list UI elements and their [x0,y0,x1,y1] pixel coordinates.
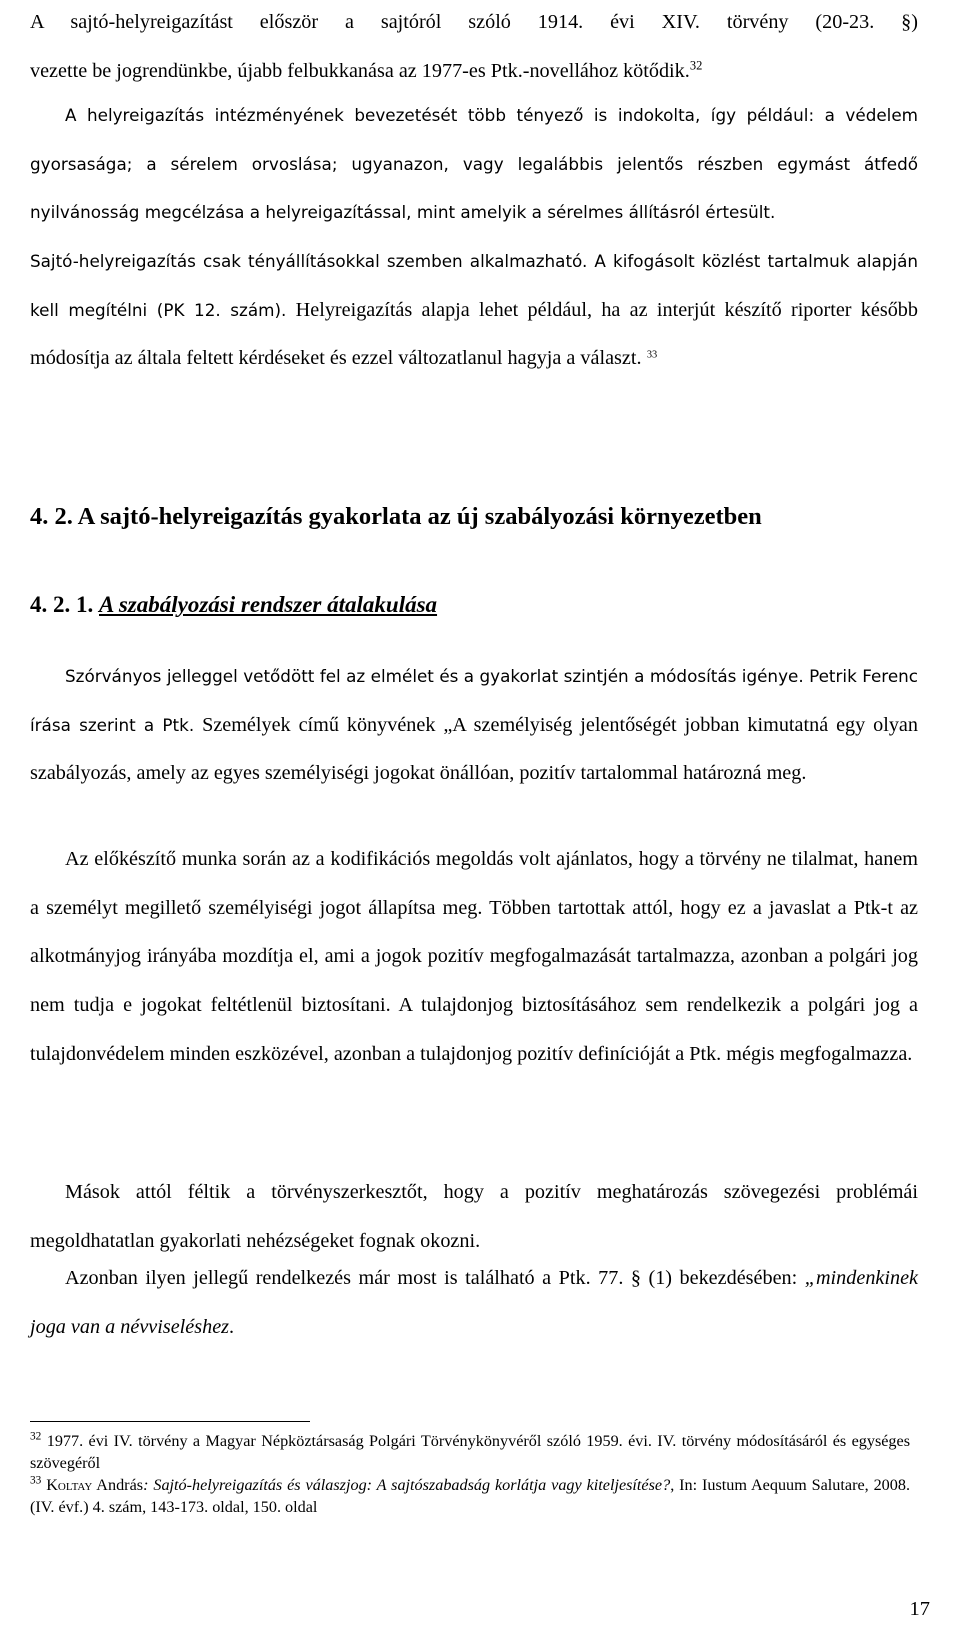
paragraph-reasons: A helyreigazítás intézményének bevezetését több tényező is indokolta, így például: a védelem gyorsasága; a sérelem orvoslása; ugyanazon, vagy legalábbis jelentős részben egymást átfedő nyilvánosság megcélzása a helyreigazítással, mint amelyik a sérelmes állításról értesült. [30,105,918,222]
paragraph-preparatory: Az előkészítő munka során az a kodifikációs megoldás volt ajánlatos, hogy a törvény ne tilalmat, hanem a személyt megillető személyiségi jogot állapítsa meg. Többen tartottak attól, hogy ez a javaslat a Ptk-t az alkotmányjog irányába mozdítja el, ami a jogok pozitív megfogalmazását tartalmazza, azonban a polgári jog nem tudja e jogokat feltétlenül biztosítani. A tulajdonjog biztosításához sem rendelkezik a polgári jog a tulajdonvédelem minden eszközével, azonban a tulajdonjog pozitív definícióját a Ptk. mégis megfogalmazza. [30,848,918,1065]
footnote-separator [30,1421,310,1422]
intro-paragraph [30,0,918,95]
paragraph-facts: Sajtó-helyreigazítás csak tényállításokkal szemben alkalmazható. A kifogásolt közlést tartalmuk alapján kell megítélni (PK 12. szám). Helyreigazítás alapja lehet például, ha az interjút készítő riporter később módosítja az általa feltett kérdéseket és ezzel változatlanul hagyja a választ. $^{33}$ [30,251,918,369]
footnote-33: $^{33}$ Koltay András: Sajtó-helyreigazítás és válaszjog: A sajtószabadság korlátja vagy kiteljesítése?, In: Iustum Aequum Salutare, 2008. (IV. évf.) 4. szám, 143-173. oldal, 150. oldal [30,1474,911,1516]
paragraph-sporadic: Szórványos jelleggel vetődött fel az elmélet és a gyakorlat szintjén a módosítás igénye. Petrik Ferenc írása szerint a Ptk. Személyek című könyvének „A személyiség jelentőségét jobban kimutatná egy olyan szabályozás, amely az egyes személyiségi jogokat önállóan, pozitív tartalommal határozná meg. [30,666,918,784]
subsection-heading: 4. 2. 1. A szabályozási rendszer átalakulása [30,592,438,617]
paragraph-others: Mások attól féltik a törvényszerkesztőt, hogy a pozitív meghatározás szövegezési problémái megoldhatatlan gyakorlati nehézségeket fognak okozni. [30,1181,918,1252]
footnote-ref-33: 33 [646,349,658,361]
section-heading: 4. 2. A sajtó-helyreigazítás gyakorlata az új szabályozási környezetben [30,503,762,530]
intro-line-1: A sajtó-helyreigazítást először a sajtóról szóló 1914. évi XIV. törvény (20-23. §) [30,11,918,33]
quote-name-rights: „mindenkinek joga van a névviseléshez [30,1267,918,1338]
paragraph-however: Azonban ilyen jellegű rendelkezés már most is található a Ptk. 77. § (1) bekezdésében: „mindenkinek joga van a névviseléshez. [30,1267,918,1338]
footnote-32: $^{32}$ 1977. évi IV. törvény a Magyar Népköztársaság Polgári Törvénykönyvéről szóló 1959. évi. IV. törvény módosításáról és egységes szövegéről [30,1430,911,1472]
footnote-ref-32: 32 [689,57,703,72]
page-number: 17 [909,1598,930,1620]
intro-line-2: vezette be jogrendünkbe, újabb felbukkanása az 1977-es Ptk.-novellához kötődik.$^{32}$ [30,57,703,82]
footnotes [30,1430,910,1518]
